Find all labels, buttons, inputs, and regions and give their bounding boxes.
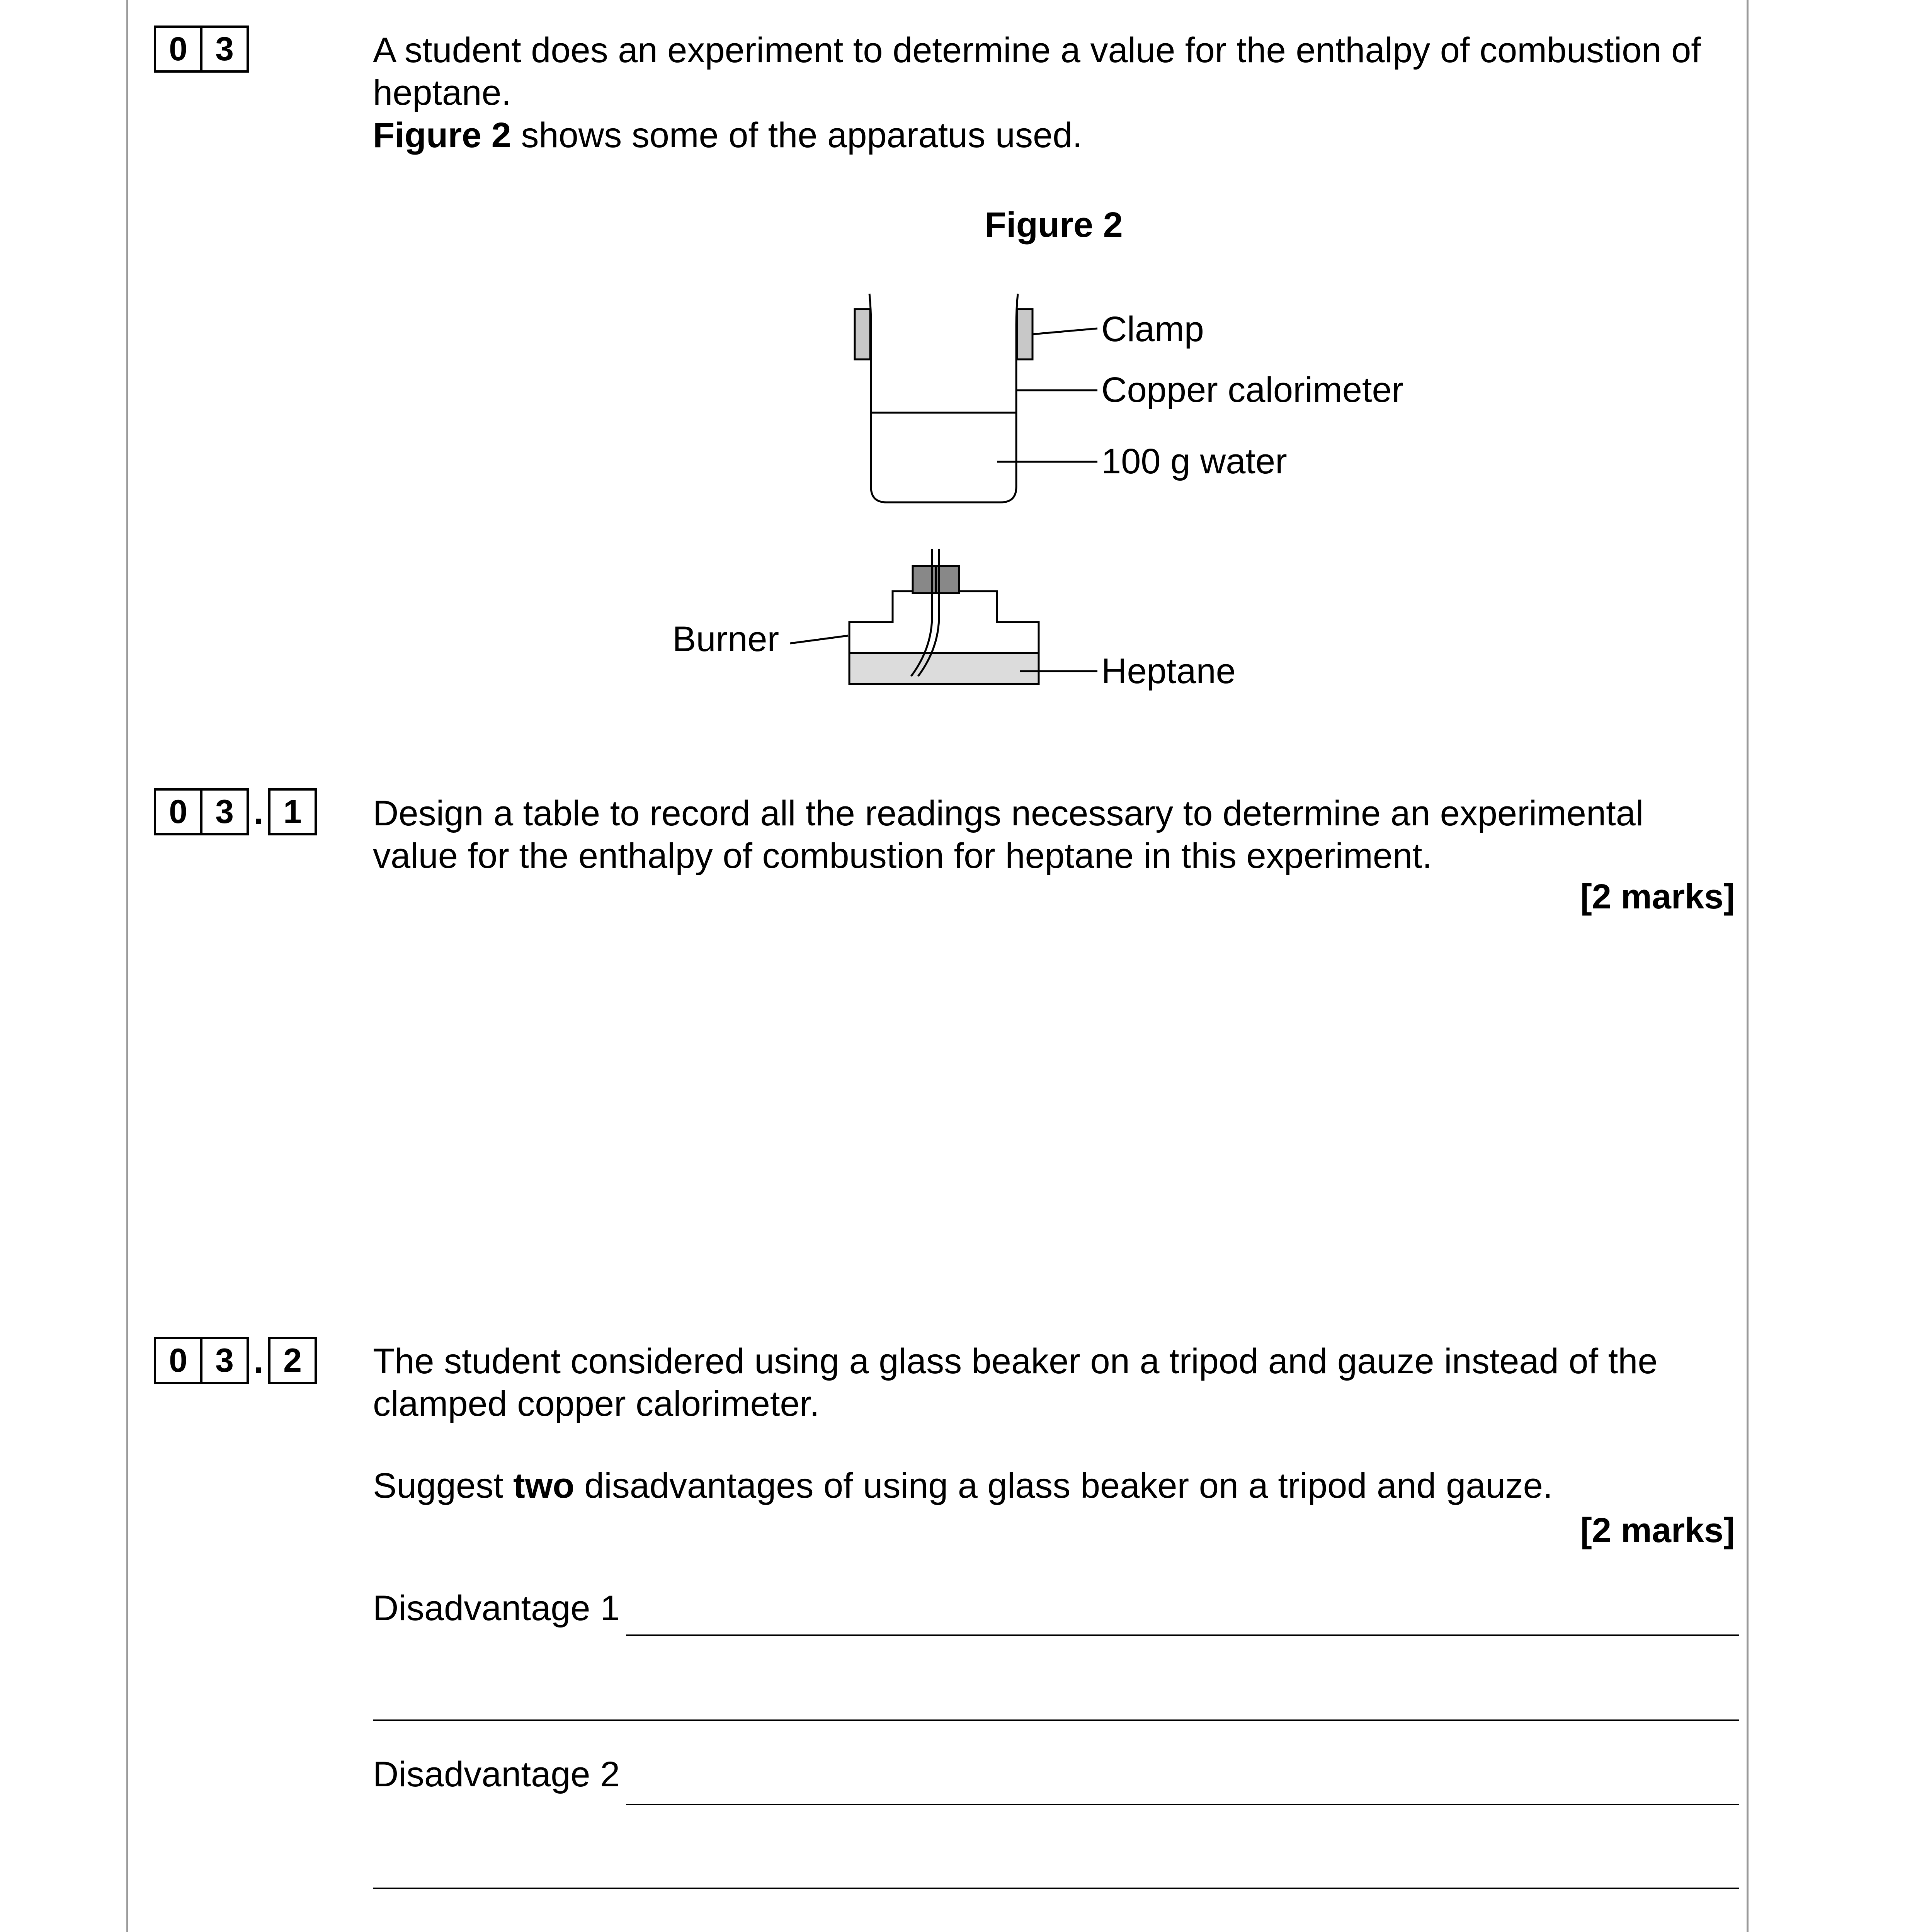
question-number-03-2: 0 3 . 2 <box>154 1337 317 1384</box>
question-03-2-instruction: Suggest two disadvantages of using a glass beaker on a tripod and gauze. <box>373 1466 1553 1505</box>
apparatus-diagram <box>638 270 1488 734</box>
answer-line[interactable] <box>373 1719 1739 1721</box>
disadvantage-2-label: Disadvantage 2 <box>373 1755 620 1794</box>
question-number-03 <box>154 26 249 73</box>
clamp-left <box>855 309 870 359</box>
answer-line[interactable] <box>626 1634 1739 1636</box>
intro-figure-line <box>373 114 1725 156</box>
table-answer-area[interactable] <box>373 935 1737 1283</box>
label-calorimeter: Copper calorimeter <box>1101 370 1404 410</box>
qnum-digit: 3 <box>200 1337 249 1384</box>
label-clamp: Clamp <box>1101 310 1204 349</box>
label-water: 100 g water <box>1101 442 1287 481</box>
qnum-digit: 0 <box>154 1337 202 1384</box>
label-burner: Burner <box>672 619 779 659</box>
qnum-digit: 0 <box>154 788 202 835</box>
clamp-leader <box>1032 328 1097 334</box>
left-margin-rule <box>126 0 128 1932</box>
qnum-digit: 3 <box>200 788 249 835</box>
intro-line: A student does an experiment to determine a value for the enthalpy of combustion of heptane. <box>373 31 1701 112</box>
figure-title: Figure 2 <box>985 205 1123 245</box>
question-03-2-text: The student considered using a glass beaker on a tripod and gauze instead of the clamped copper calorimeter. <box>373 1342 1658 1423</box>
disadvantage-1-label: Disadvantage 1 <box>373 1588 620 1628</box>
qnum-digit: 0 <box>154 26 202 73</box>
emphasis: two <box>513 1466 575 1505</box>
question-number-03-1: 0 3 . 1 <box>154 788 317 835</box>
figure-ref: Figure 2 <box>373 116 511 155</box>
qnum-digit: 2 <box>268 1337 317 1384</box>
figure-ref-rest: shows some of the apparatus used. <box>511 116 1082 155</box>
marks-03-1: [2 marks] <box>1580 878 1735 916</box>
right-margin-rule <box>1747 0 1749 1932</box>
calorimeter-outline <box>869 294 1018 502</box>
label-heptane: Heptane <box>1101 651 1236 691</box>
question-03-intro <box>373 29 1725 156</box>
qnum-digit: 1 <box>268 788 317 835</box>
marks-03-2: [2 marks] <box>1580 1511 1735 1550</box>
answer-line[interactable] <box>373 1888 1739 1889</box>
heptane-fill <box>849 653 1039 684</box>
burner-leader <box>790 636 848 643</box>
answer-line[interactable] <box>626 1804 1739 1805</box>
qnum-digit: 3 <box>200 26 249 73</box>
question-03-1-text: Design a table to record all the readings necessary to determine an experimental value for the enthalpy of combustion for heptane in this experiment. <box>373 794 1644 876</box>
clamp-right <box>1017 309 1032 359</box>
